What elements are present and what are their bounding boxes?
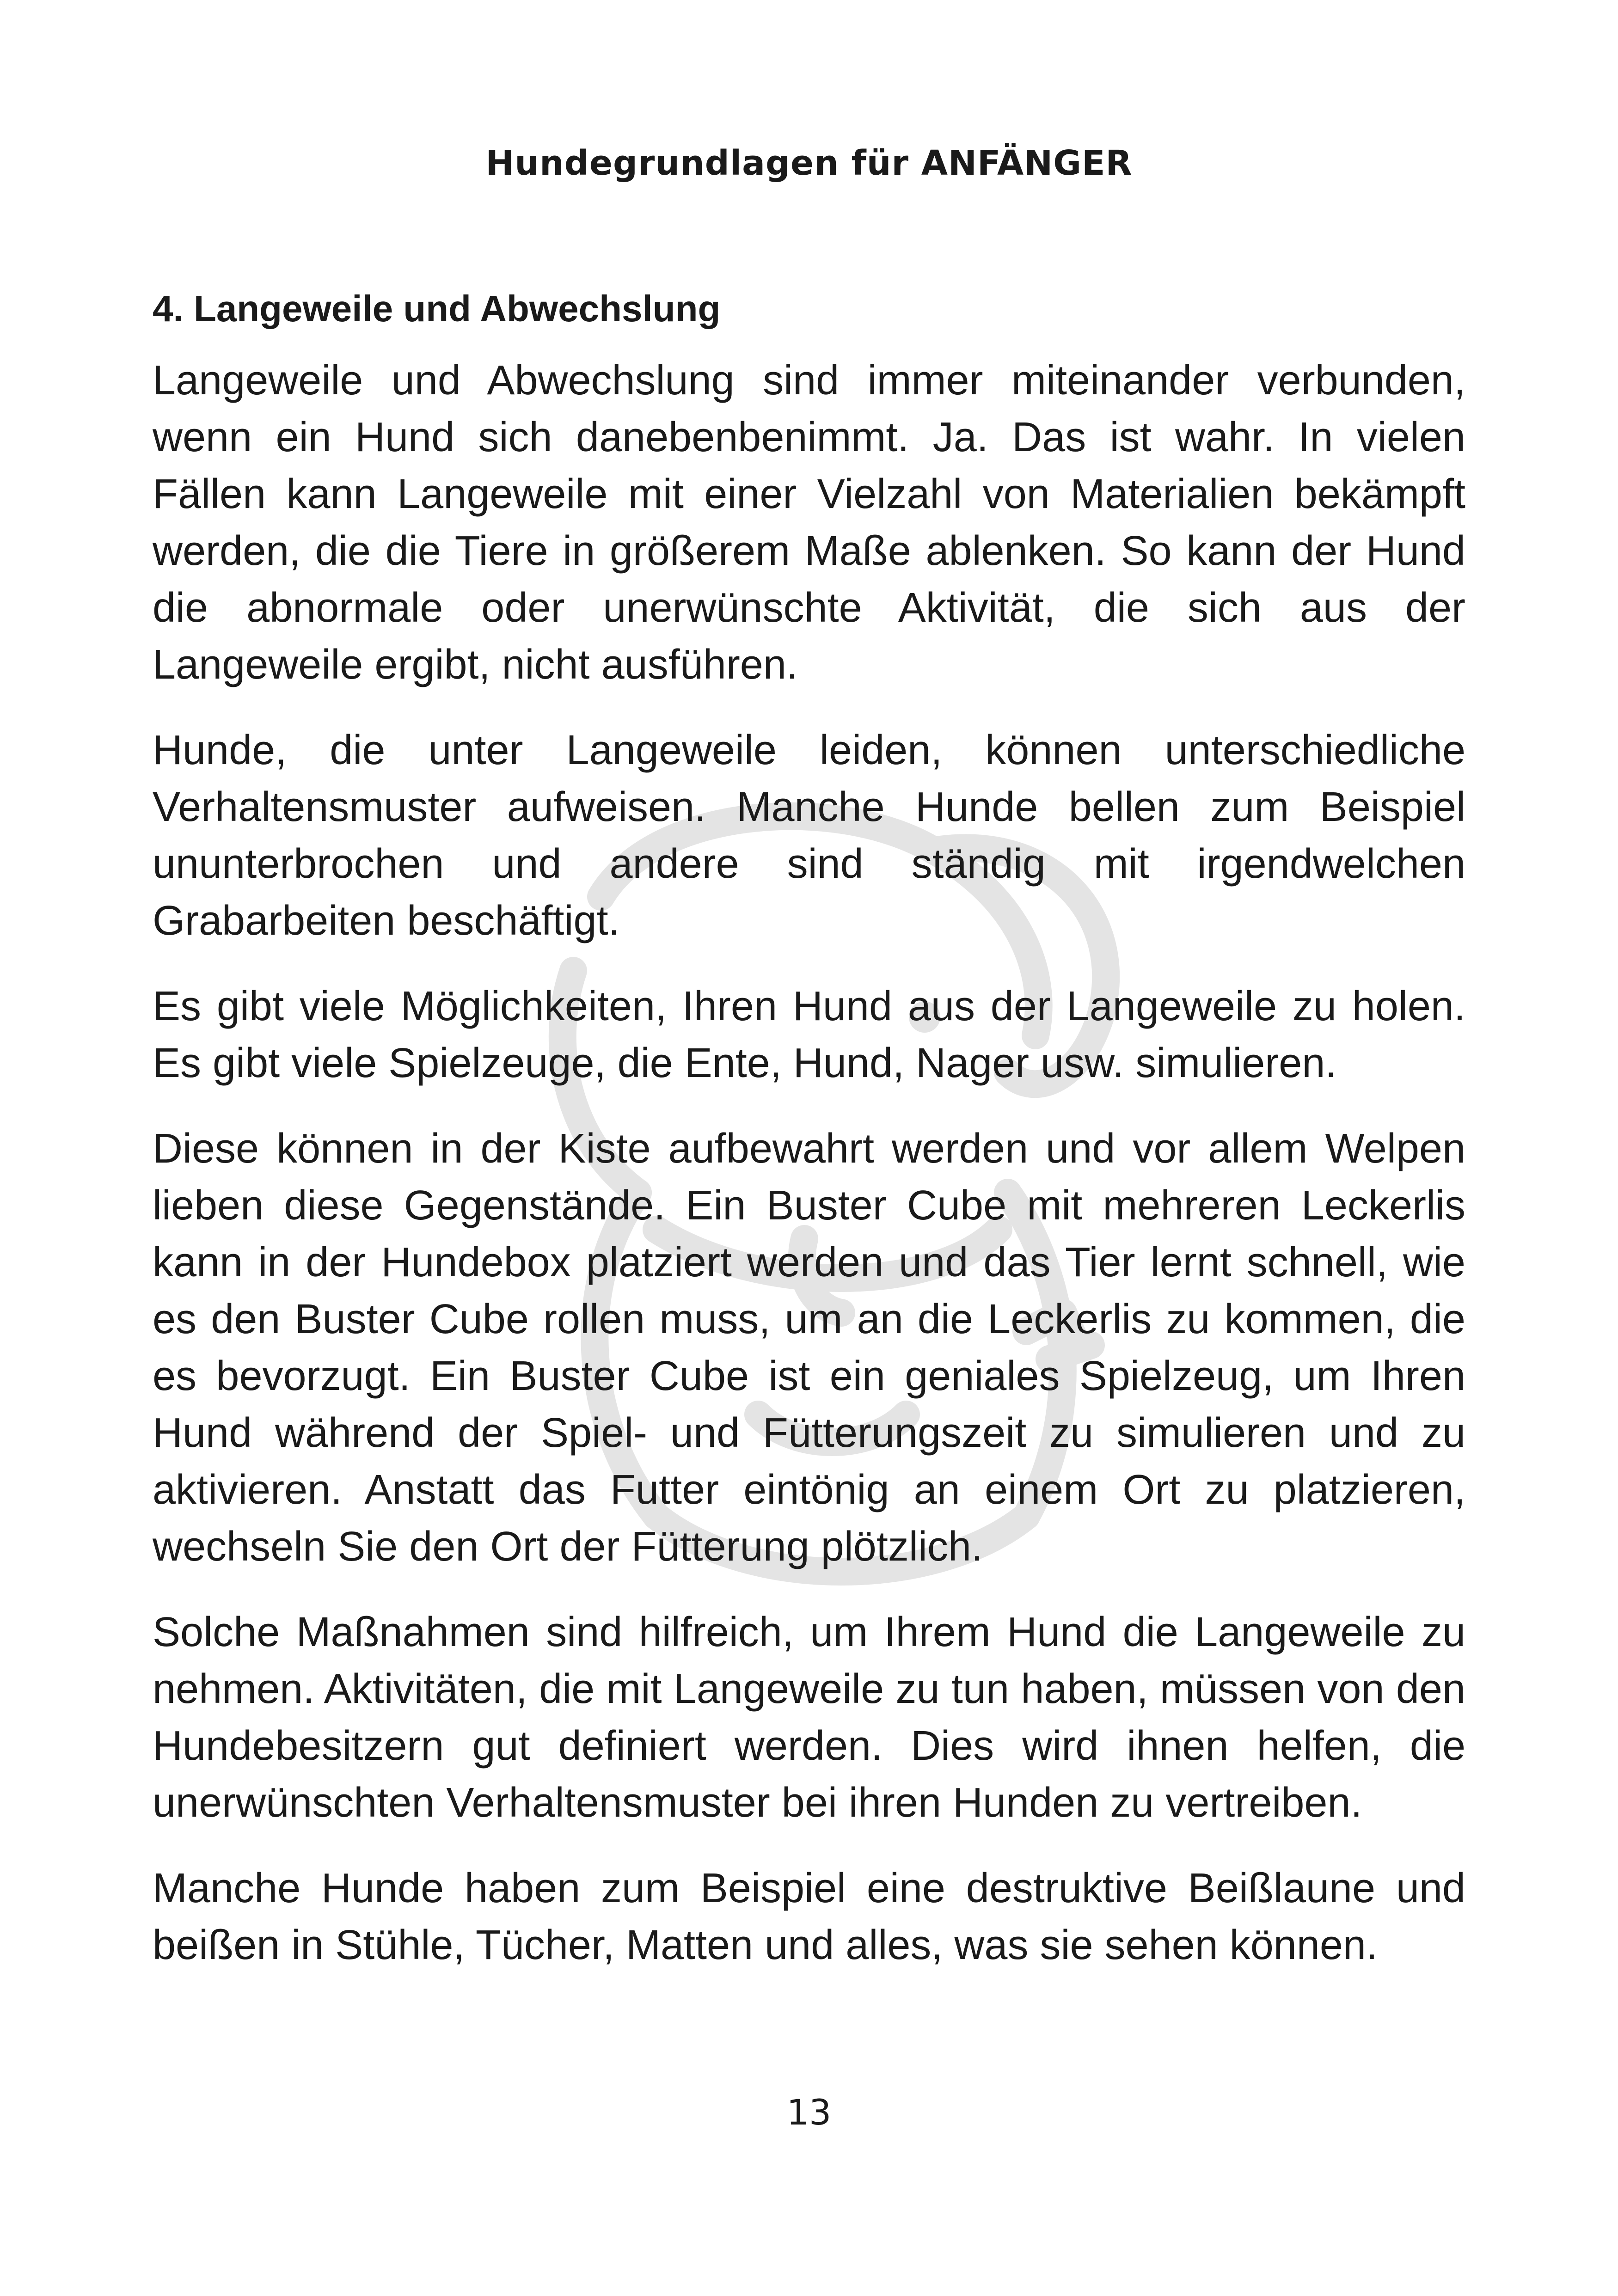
page-number: 13 xyxy=(786,2092,832,2133)
chapter-content xyxy=(153,287,1465,2002)
body-paragraph: Diese können in der Kiste aufbewahrt werden und vor allem Welpen lieben diese Gegenstände. Ein Buster Cube mit mehreren Leckerlis kann in der Hundebox platziert werden und das Tier lernt schnell, wie es den Buster Cube rollen muss, um an die Leckerlis zu kommen, die es bevorzugt. Ein Buster Cube ist ein geniales Spielzeug, um Ihren Hund während der Spiel- und Fütterungszeit zu simulieren und zu aktivieren. Anstatt das Futter eintönig an einem Ort zu platzieren, wechseln Sie den Ort der Fütterung plötzlich. xyxy=(153,1126,1465,1570)
body-paragraph: Manche Hunde haben zum Beispiel eine destruktive Beißlaune und beißen in Stühle, Tücher, Matten und alles, was sie sehen können. xyxy=(153,1865,1465,1968)
body-paragraph: Langeweile und Abwechslung sind immer miteinander verbunden, wenn ein Hund sich danebenbenimmt. Ja. Das ist wahr. In vielen Fällen kann Langeweile mit einer Vielzahl von Materialien bekämpft werden, die die Tiere in größerem Maße ablenken. So kann der Hund die abnormale oder unerwünschte Aktivität, die sich aus der Langeweile ergibt, nicht ausführen. xyxy=(153,357,1465,688)
body-paragraph: Hunde, die unter Langeweile leiden, können unterschiedliche Verhaltensmuster aufweisen. Manche Hunde bellen zum Beispiel ununterbrochen und andere sind ständig mit irgendwelchen Grabarbeiten beschäftigt. xyxy=(153,727,1465,944)
running-header: Hundegrundlagen für ANFÄNGER xyxy=(485,143,1133,183)
chapter-title: 4. Langeweile und Abwechslung xyxy=(153,288,721,329)
body-paragraph: Es gibt viele Möglichkeiten, Ihren Hund aus der Langeweile zu holen. Es gibt viele Spielzeuge, die Ente, Hund, Nager usw. simulieren. xyxy=(153,983,1465,1086)
body-paragraph: Solche Maßnahmen sind hilfreich, um Ihrem Hund die Langeweile zu nehmen. Aktivitäten, die mit Langeweile zu tun haben, müssen von den Hundebesitzern gut definiert werden. Dies wird ihnen helfen, die unerwünschten Verhaltensmuster bei ihren Hunden zu vertreiben. xyxy=(153,1609,1465,1826)
